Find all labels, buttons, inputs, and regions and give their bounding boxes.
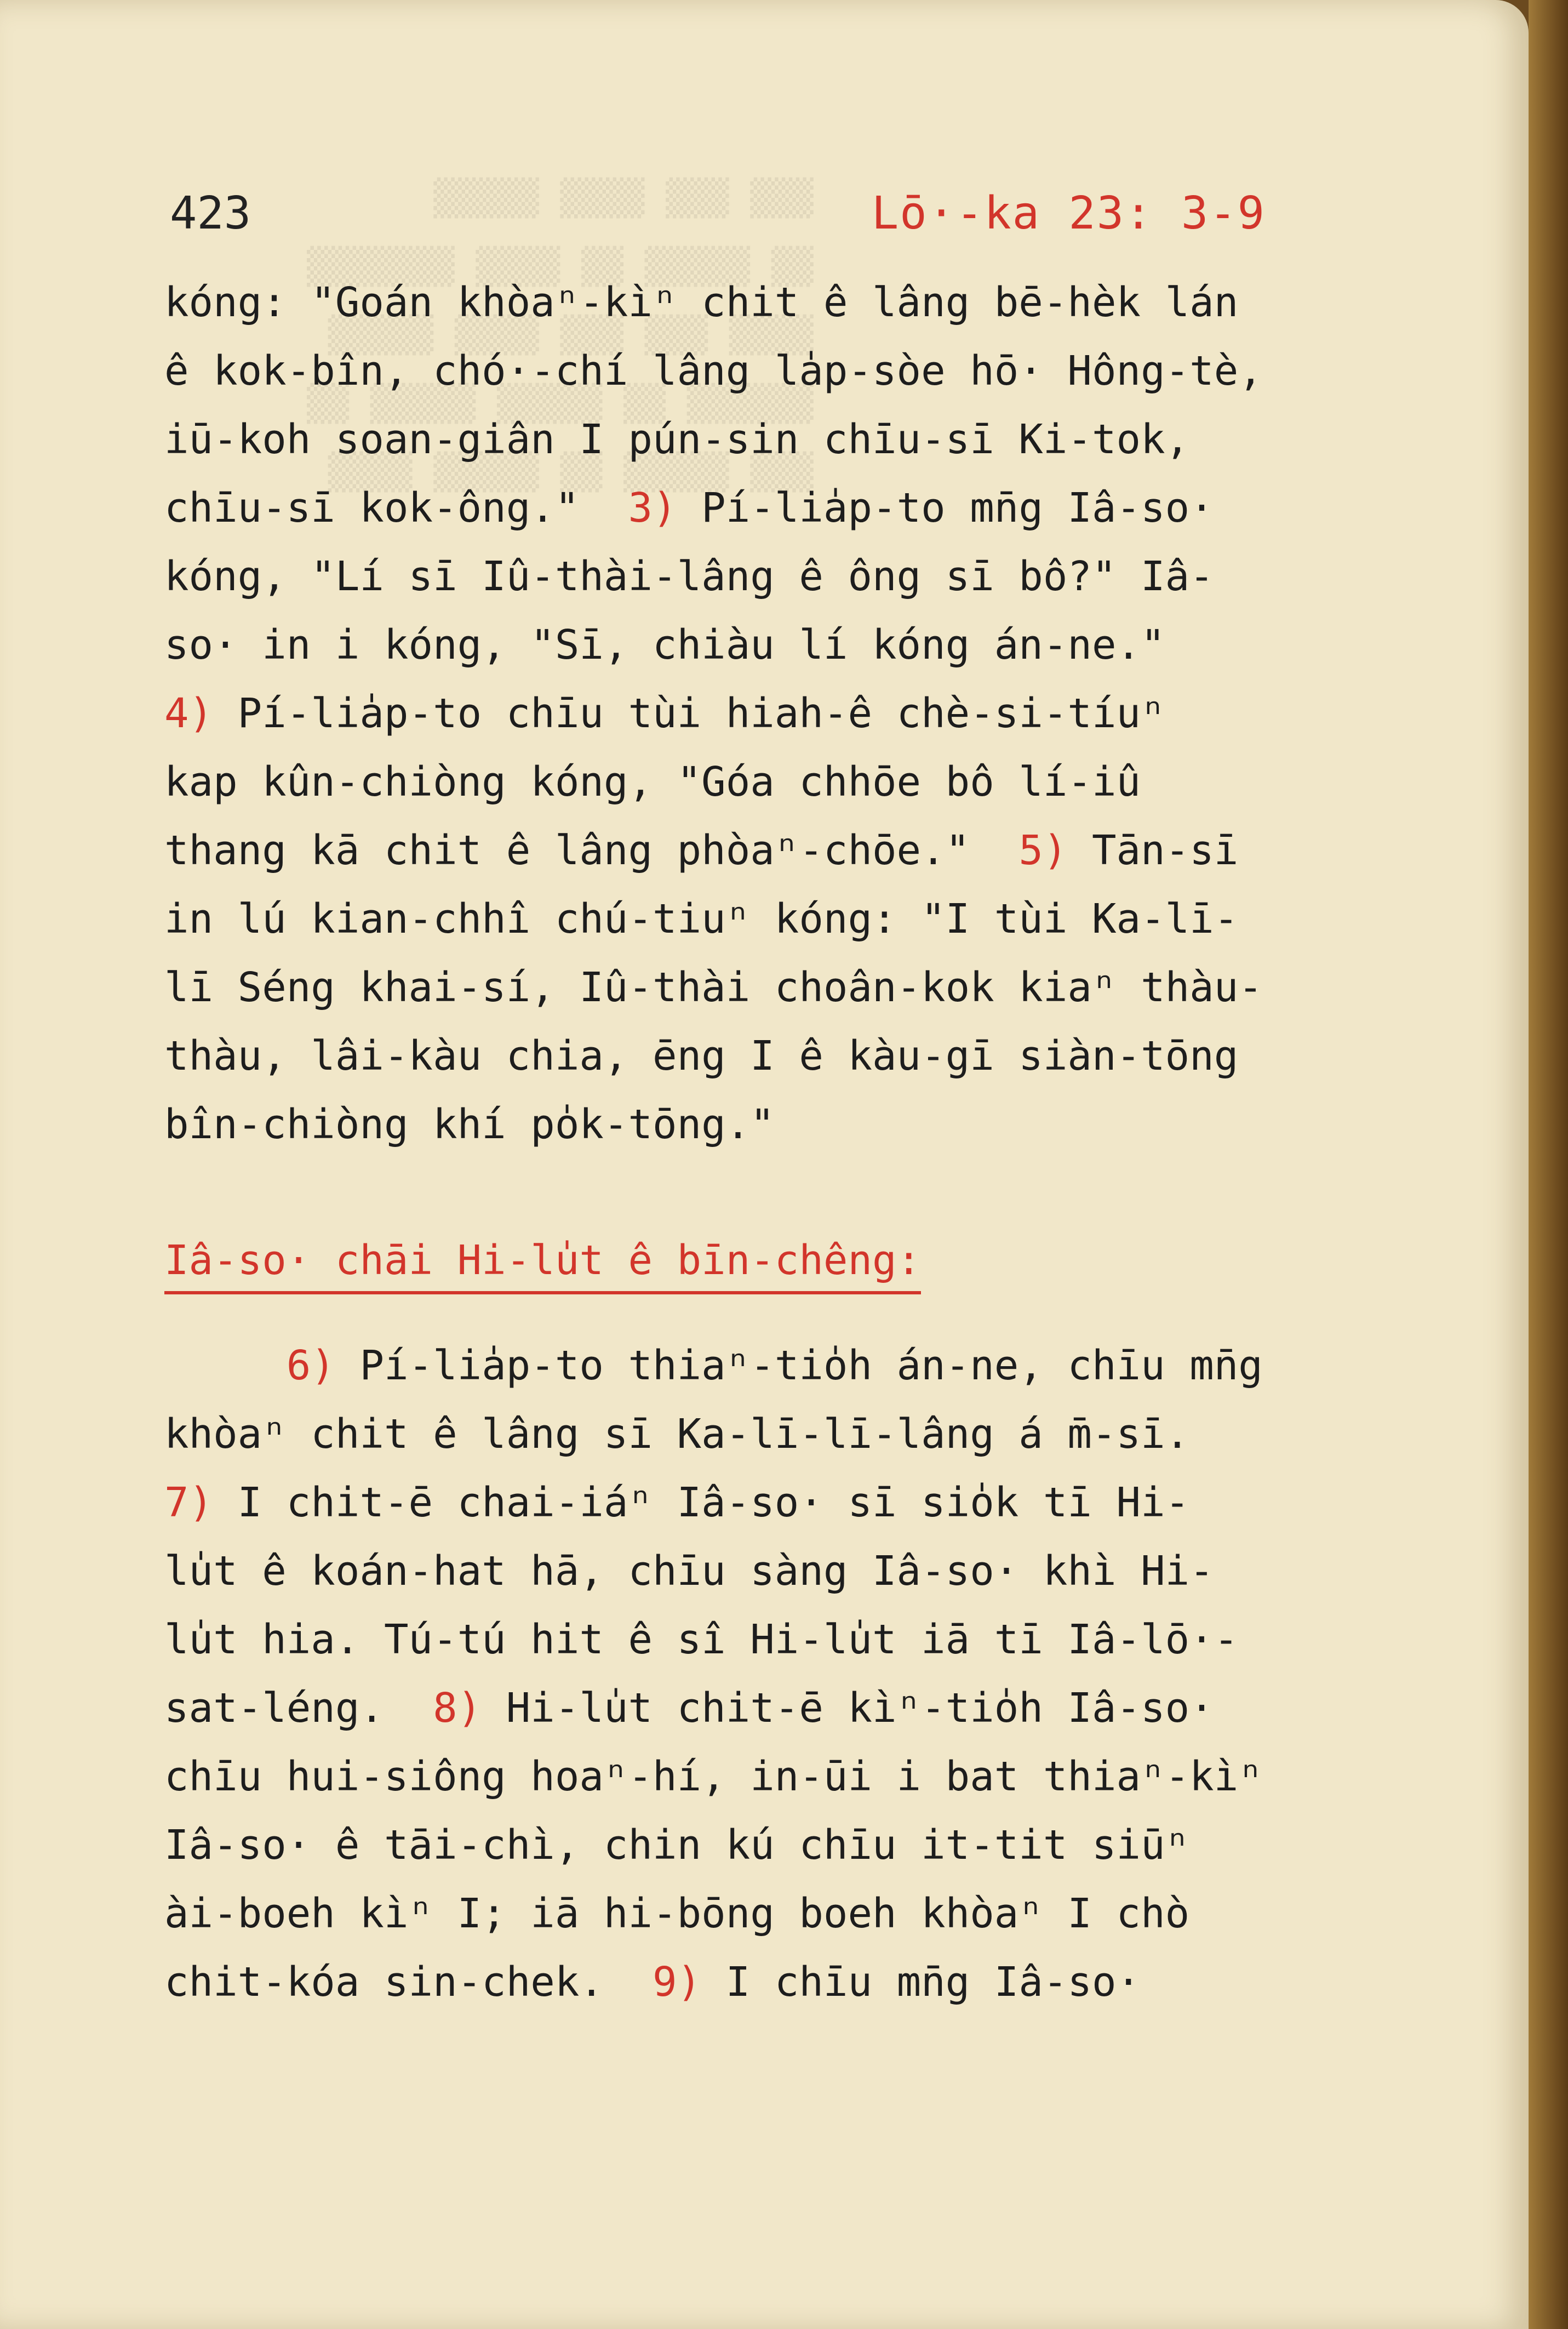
line-text: [164, 1342, 238, 1389]
line-text: Pí-lia̍p-to thiaⁿ-tio̍h án-ne, chīu mn̄g: [359, 1342, 1263, 1389]
text-line: [164, 817, 1424, 885]
line-text: thang kā chit ê lâng phòaⁿ-chōe.": [164, 827, 970, 874]
line-text: iū-koh soan-giân I pún-sin chīu-sī Ki-tok,: [164, 416, 1190, 463]
text-line: [164, 954, 1424, 1022]
text-line: [164, 1674, 1424, 1743]
line-text: Tān-sī: [1092, 827, 1239, 874]
line-text: chīu hui-siông hoaⁿ-hí, in-ūi i bat thiaⁿ-kìⁿ: [164, 1753, 1263, 1800]
verse-number: 7): [164, 1479, 214, 1526]
verse-number: 5): [1018, 827, 1068, 874]
verse-number: 8): [433, 1685, 482, 1732]
line-text: lu̍t ê koán-hat hā, chīu sàng Iâ-so· khì Hi-: [164, 1548, 1214, 1595]
line-text: Iâ-so· ê tāi-chì, chin kú chīu it-tit siūⁿ: [164, 1822, 1190, 1869]
verse-number: 3): [628, 484, 677, 532]
line-text: in lú kian-chhî chú-tiuⁿ kóng: "I tùi Ka-lī-: [164, 895, 1239, 943]
line-text: Pí-lia̍p-to chīu tùi hiah-ê chè-si-tíuⁿ: [237, 690, 1165, 737]
text-line: [164, 1606, 1424, 1674]
body-text-part-1: [164, 269, 1424, 1159]
verse-number: 6): [286, 1342, 335, 1389]
line-text: kap kûn-chiòng kóng, "Góa chhōe bô lí-iû: [164, 758, 1141, 806]
section-heading: Iâ-so· chāi Hi-lu̍t ê bīn-chêng:: [164, 1233, 921, 1294]
line-text: kóng, "Lí sī Iû-thài-lâng ê ông sī bô?" Iâ-: [164, 553, 1214, 600]
text-line: [164, 543, 1424, 611]
line-text: Pí-lia̍p-to mn̄g Iâ-so·: [701, 484, 1214, 532]
text-line: [164, 406, 1424, 474]
body-text-part-2: [164, 1332, 1424, 2017]
text-line: [164, 1743, 1424, 1811]
line-text: ê kok-bîn, chó·-chí lâng la̍p-sòe hō· Hông-tè,: [164, 347, 1263, 395]
text-line: [164, 1811, 1424, 1880]
text-line: [164, 1332, 1424, 1400]
text-line: [164, 885, 1424, 954]
page-number: 423: [170, 187, 251, 239]
show-through-text: ▒▒▒ ▒▒▒ ▒▒▒▒ ▒▒▒▒▒ ▒▒ ▒▒▒▒▒ ▒▒ ▒▒▒▒ ▒▒▒▒▒▒▒ ▒▒▒▒ ▒▒▒ ▒▒▒ ▒▒▒▒ ▒▒▒▒▒ ▒▒▒▒▒▒ ▒▒ ▒▒▒▒▒ ▒▒▒▒▒ ▒▒ ▒▒▒ ▒▒▒▒▒ ▒▒ ▒▒▒▒▒ ▒▒▒▒: [307, 178, 814, 493]
line-text: lu̍t hia. Tú-tú hit ê sî Hi-lu̍t iā tī Iâ-lō·-: [164, 1616, 1239, 1663]
line-text: bîn-chiòng khí po̍k-tōng.": [164, 1101, 775, 1148]
text-line: [164, 1091, 1424, 1159]
text-line: [164, 1022, 1424, 1091]
line-text: I chīu mn̄g Iâ-so·: [725, 1959, 1141, 2006]
line-text: thàu, lâi-kàu chia, ēng I ê kàu-gī siàn-tōng: [164, 1032, 1239, 1080]
line-text: Hi-lu̍t chit-ē kìⁿ-tio̍h Iâ-so·: [506, 1685, 1214, 1732]
text-line: [164, 1469, 1424, 1537]
line-text: chit-kóa sin-chek.: [164, 1959, 604, 2006]
book-edge: [1529, 0, 1568, 2329]
text-line: [164, 748, 1424, 817]
line-text: lī Séng khai-sí, Iû-thài choân-kok kiaⁿ thàu-: [164, 964, 1263, 1011]
text-line: [164, 1537, 1424, 1606]
verse-number: 9): [653, 1959, 702, 2006]
text-line: [164, 269, 1424, 337]
text-line: [164, 611, 1424, 680]
text-line: [164, 474, 1424, 543]
line-text: ài-boeh kìⁿ I; iā hi-bōng boeh khòaⁿ I chò: [164, 1890, 1190, 1937]
text-line: [164, 680, 1424, 748]
line-text: khòaⁿ chit ê lâng sī Ka-lī-lī-lâng á m̄-sī.: [164, 1411, 1190, 1458]
text-line: [164, 337, 1424, 406]
text-line: [164, 1948, 1424, 2017]
text-line: [164, 1880, 1424, 1948]
text-line: [164, 1400, 1424, 1469]
verse-number: 4): [164, 690, 214, 737]
running-head: Lō·-ka 23: 3-9: [871, 187, 1266, 239]
line-text: I chit-ē chai-iáⁿ Iâ-so· sī sio̍k tī Hi-: [237, 1479, 1190, 1526]
line-text: chīu-sī kok-ông.": [164, 484, 580, 532]
line-text: sat-léng.: [164, 1685, 384, 1732]
line-text: so· in i kóng, "Sī, chiàu lí kóng án-ne.": [164, 621, 1165, 669]
line-text: kóng: "Goán khòaⁿ-kìⁿ chit ê lâng bē-hèk lán: [164, 279, 1239, 326]
